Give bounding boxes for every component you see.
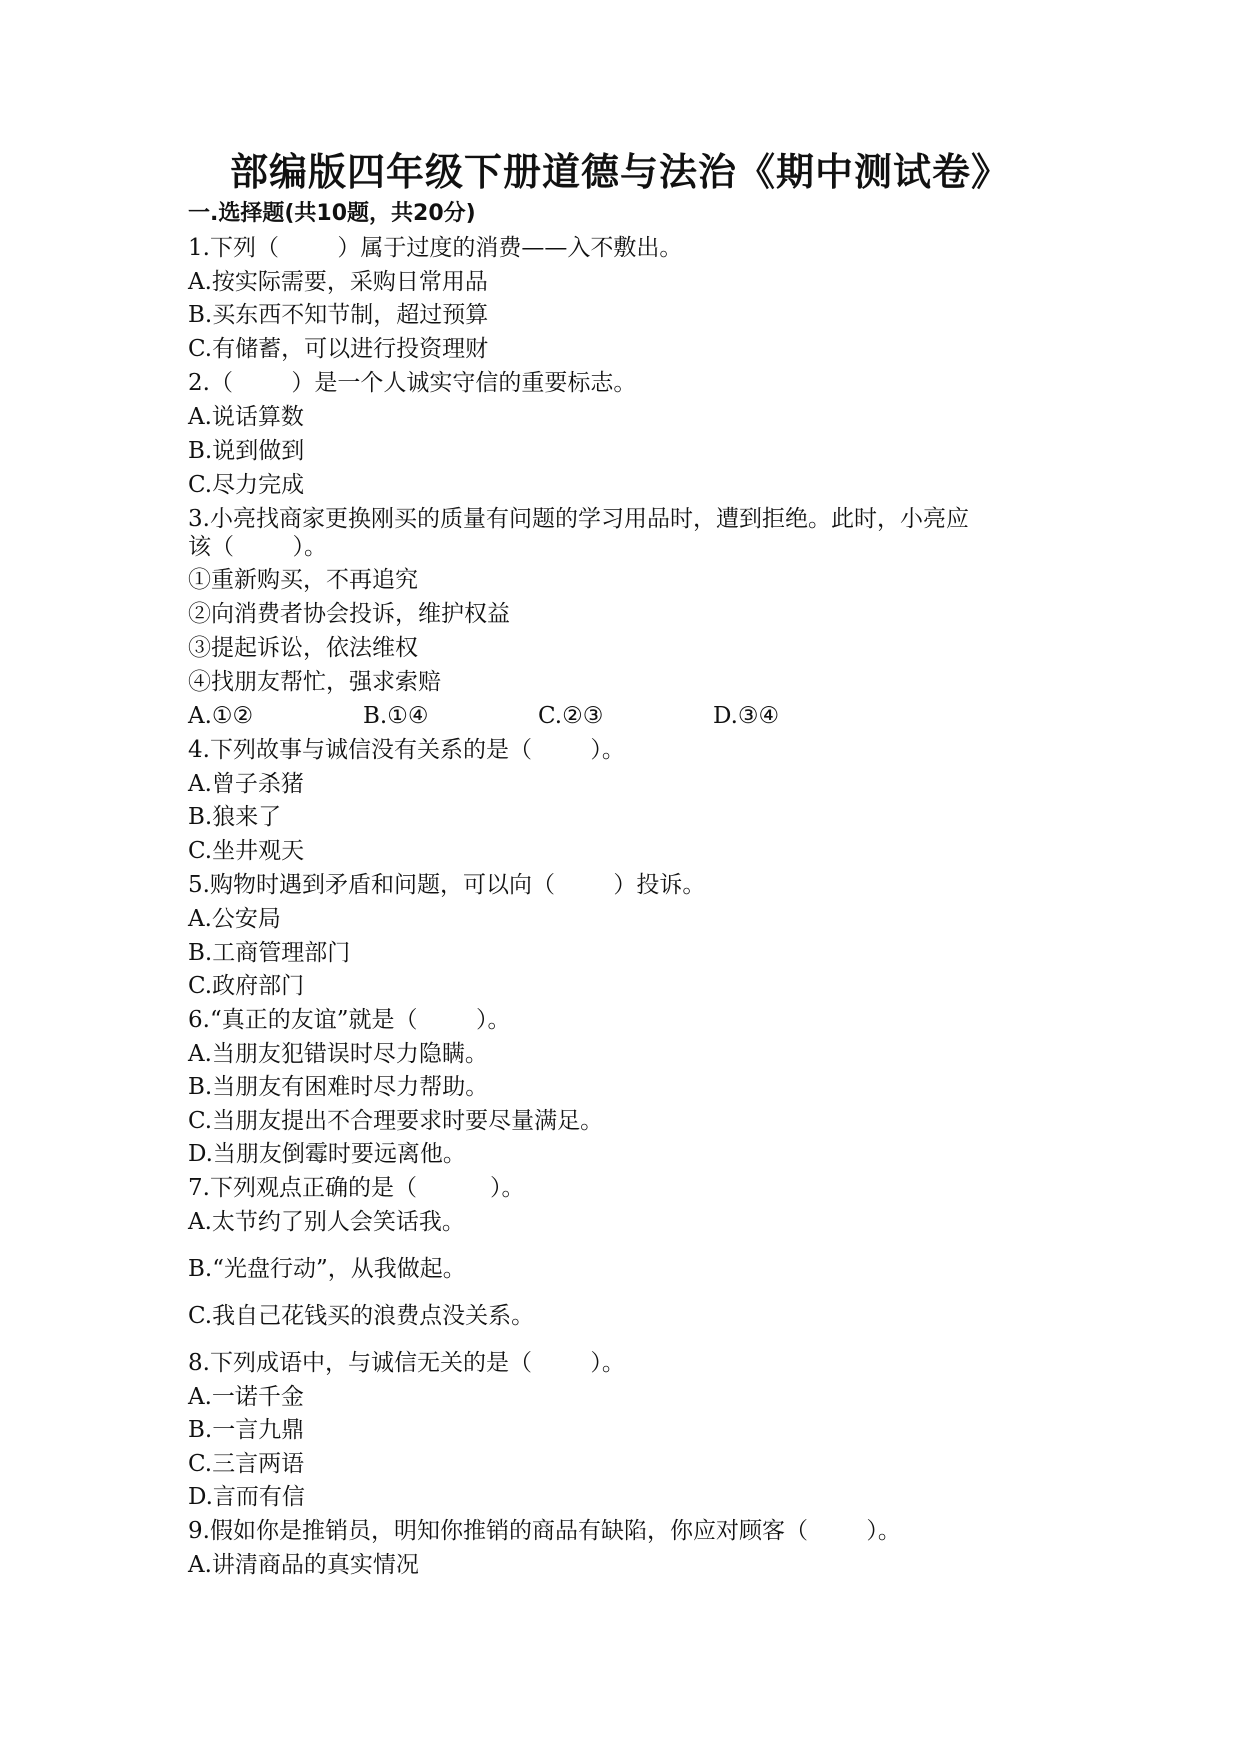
page-title: 部编版四年级下册道德与法治《期中测试卷》 (229, 150, 1010, 194)
question-7-option-c: C.我自己花钱买的浪费点没关系。 (188, 1303, 535, 1329)
question-4-option-b: B.狼来了 (188, 804, 282, 830)
question-3-statement-3: ③提起诉讼，依法维权 (188, 635, 418, 661)
question-6-option-a: A.当朋友犯错误时尽力隐瞒。 (188, 1041, 488, 1067)
question-4-stem: 4.下列故事与诚信没有关系的是（ ）。 (188, 737, 625, 763)
section-heading: 一.选择题(共10题，共20分) (188, 201, 476, 226)
question-5-option-b: B.工商管理部门 (188, 940, 351, 966)
question-3-option-d: D.③④ (713, 703, 780, 729)
question-7-option-b: B.“光盘行动”，从我做起。 (188, 1256, 466, 1282)
question-8-option-b: B.一言九鼎 (188, 1417, 305, 1443)
question-9-stem: 9.假如你是推销员，明知你推销的商品有缺陷，你应对顾客（ ）。 (188, 1518, 901, 1544)
question-3-option-b: B.①④ (363, 703, 429, 729)
question-6-stem: 6.“真正的友谊”就是（ ）。 (188, 1007, 511, 1033)
question-5-option-a: A.公安局 (188, 906, 281, 932)
question-1-option-c: C.有储蓄，可以进行投资理财 (188, 336, 489, 362)
question-6-option-b: B.当朋友有困难时尽力帮助。 (188, 1074, 489, 1100)
question-7-option-a: A.太节约了别人会笑话我。 (188, 1209, 465, 1235)
question-8-option-d: D.言而有信 (188, 1484, 305, 1510)
question-2-option-c: C.尽力完成 (188, 472, 305, 498)
question-1-stem: 1.下列（ ）属于过度的消费——入不敷出。 (188, 235, 683, 261)
question-8-option-a: A.一诺千金 (188, 1384, 304, 1410)
question-3-statement-4: ④找朋友帮忙，强求索赔 (188, 669, 441, 695)
question-3-option-a: A.①② (188, 703, 254, 729)
question-1-option-b: B.买东西不知节制，超过预算 (188, 302, 489, 328)
question-4-option-a: A.曾子杀猪 (188, 771, 304, 797)
question-3-stem-line-1: 3.小亮找商家更换刚买的质量有问题的学习用品时，遭到拒绝。此时，小亮应 (188, 506, 969, 532)
question-8-stem: 8.下列成语中，与诚信无关的是（ ）。 (188, 1350, 625, 1376)
question-8-option-c: C.三言两语 (188, 1451, 305, 1477)
question-7-stem: 7.下列观点正确的是（ ）。 (188, 1175, 525, 1201)
question-3-statement-2: ②向消费者协会投诉，维护权益 (188, 601, 510, 627)
question-2-option-b: B.说到做到 (188, 438, 305, 464)
question-6-option-c: C.当朋友提出不合理要求时要尽量满足。 (188, 1108, 604, 1134)
question-4-option-c: C.坐井观天 (188, 838, 305, 864)
question-2-stem: 2.（ ）是一个人诚实守信的重要标志。 (188, 370, 637, 396)
question-3-statement-1: ①重新购买，不再追究 (188, 567, 418, 593)
question-2-option-a: A.说话算数 (188, 404, 304, 430)
question-5-stem: 5.购物时遇到矛盾和问题，可以向（ ）投诉。 (188, 872, 706, 898)
question-1-option-a: A.按实际需要，采购日常用品 (188, 269, 488, 295)
question-6-option-d: D.当朋友倒霉时要远离他。 (188, 1141, 466, 1167)
question-3-option-c: C.②③ (538, 703, 604, 729)
question-5-option-c: C.政府部门 (188, 973, 305, 999)
question-3-options-row (188, 701, 1088, 731)
question-9-option-a: A.讲清商品的真实情况 (188, 1552, 419, 1578)
question-3-stem-line-2: 该（ ）。 (188, 534, 327, 560)
